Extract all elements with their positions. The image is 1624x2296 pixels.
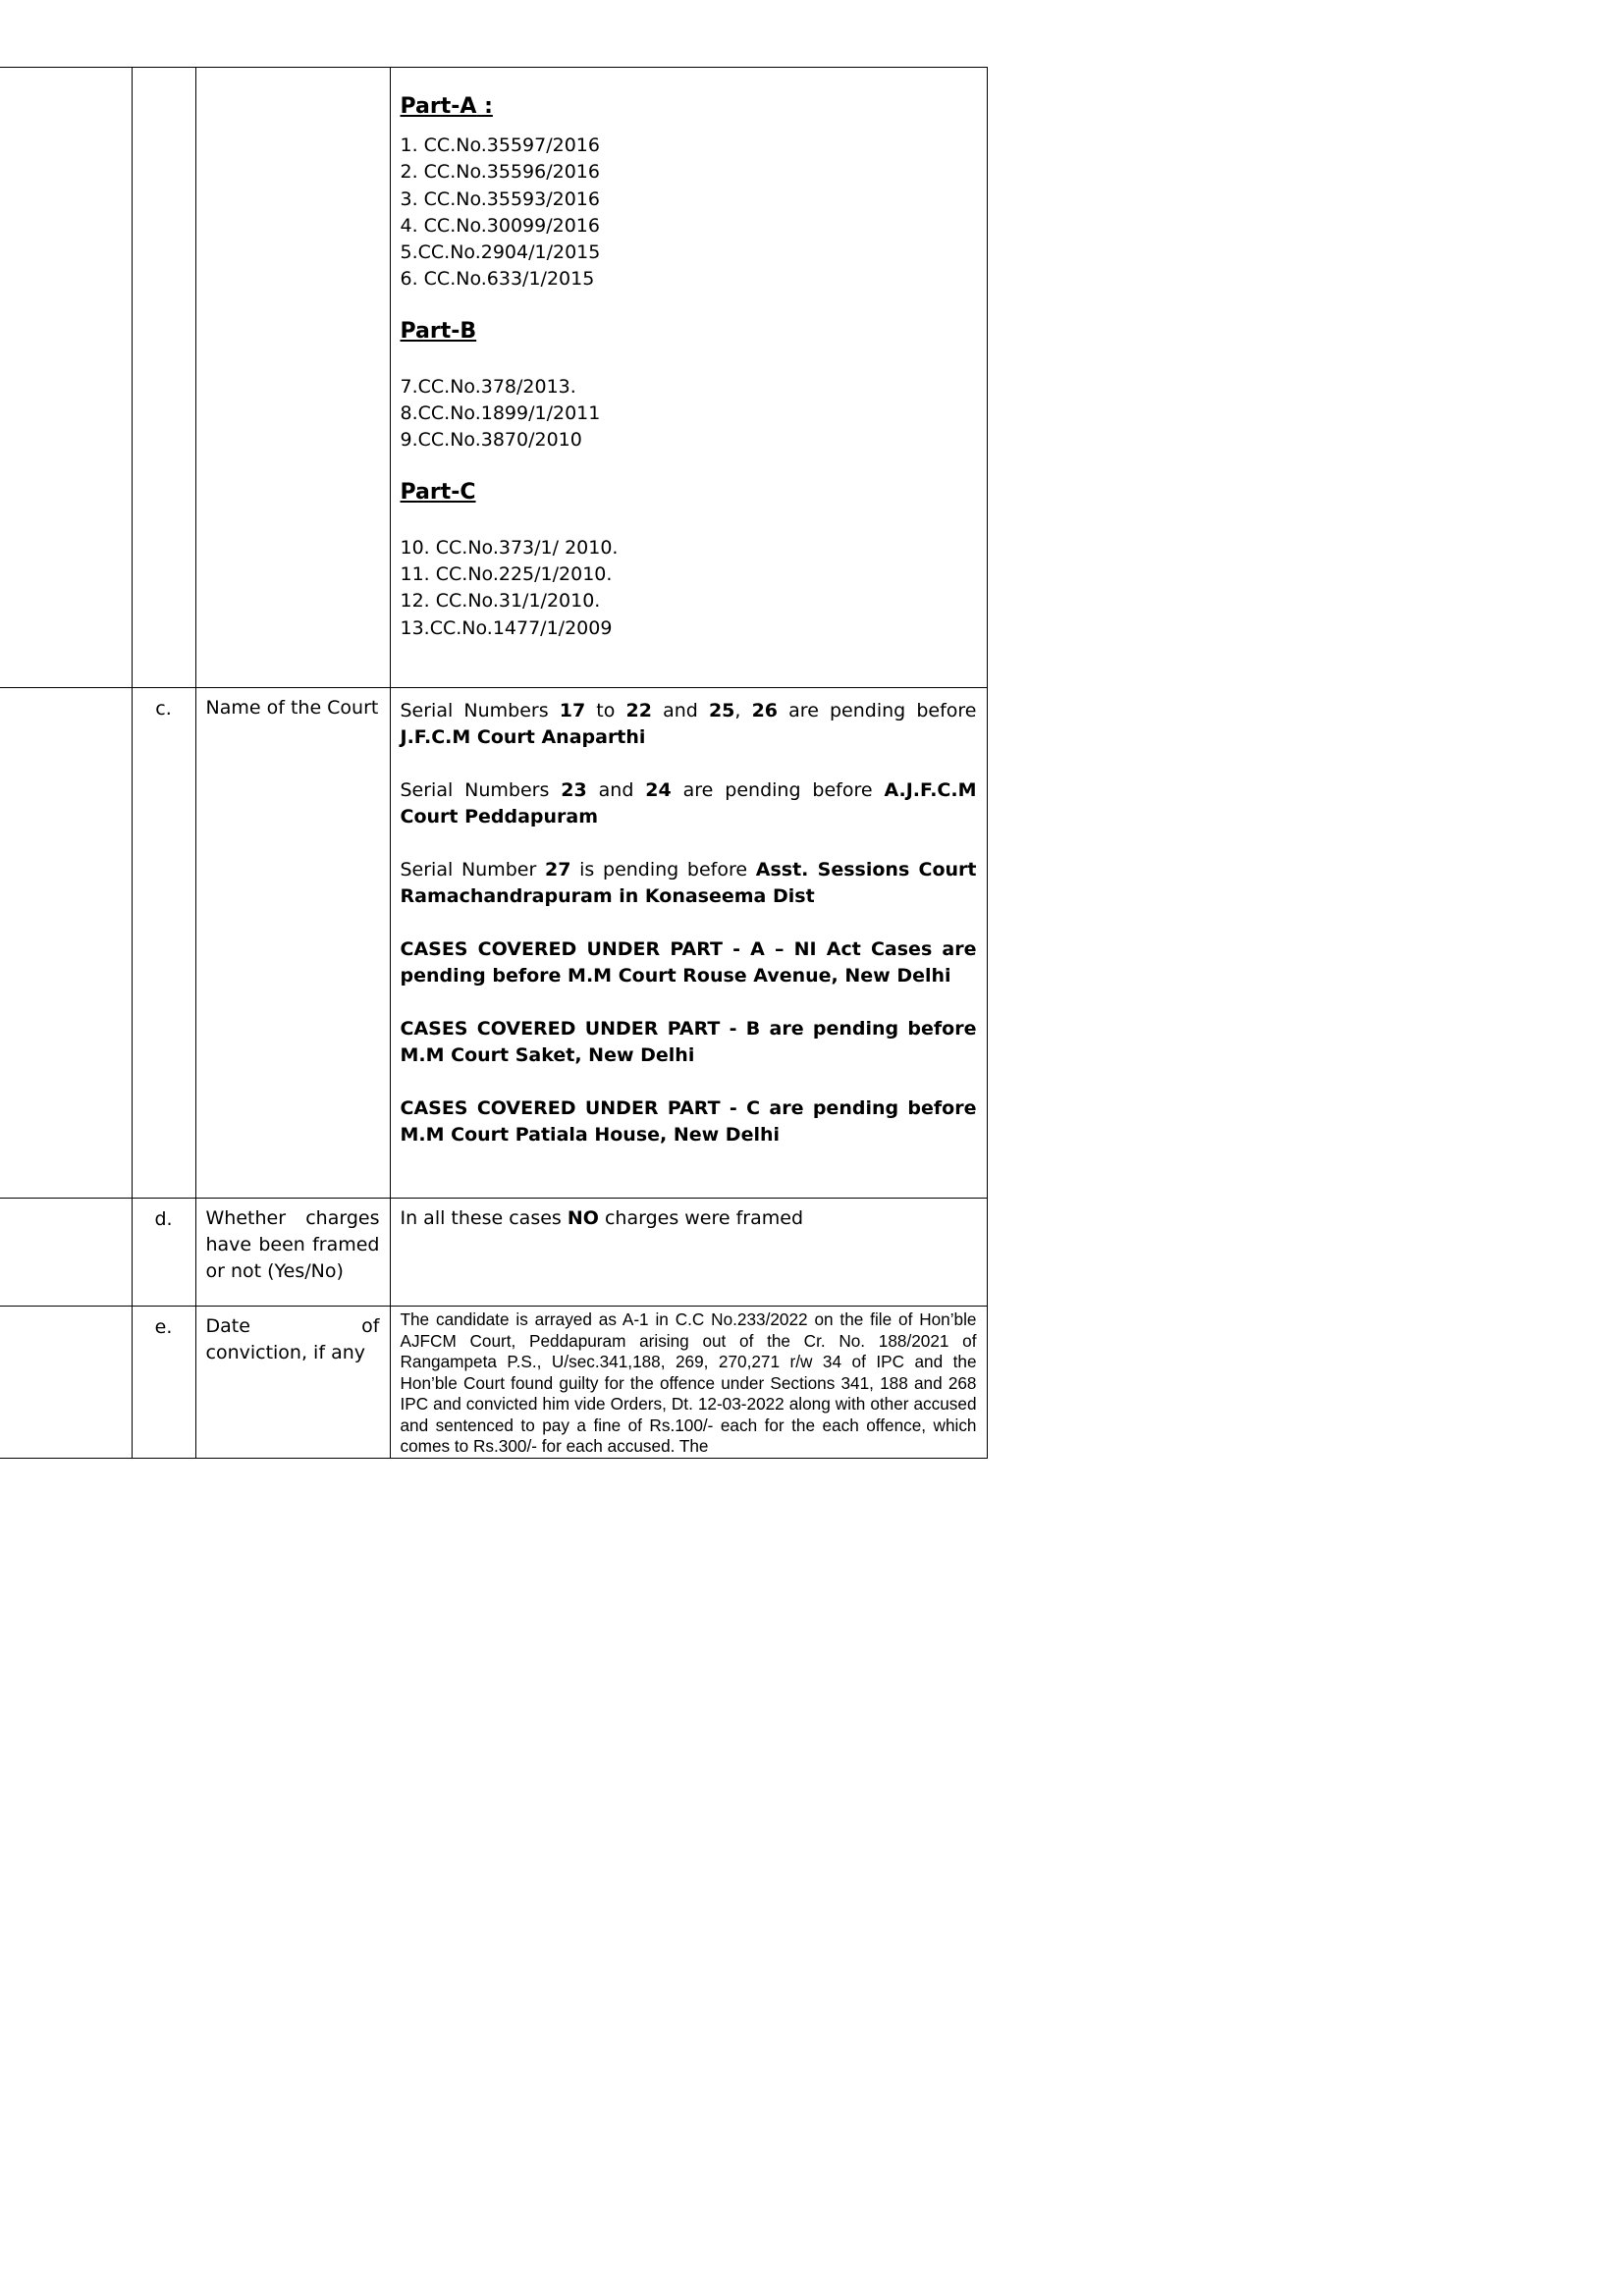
- table-row-case-list: [0, 68, 987, 688]
- court-paragraph-1: Serial Numbers 17 to 22 and 25, 26 are pending before J.F.C.M Court Anaparthi: [400, 700, 977, 748]
- list-item: 10. CC.No.373/1/ 2010.: [400, 536, 619, 559]
- list-item: 4. CC.No.30099/2016: [400, 214, 600, 237]
- list-item: 11. CC.No.225/1/2010.: [400, 562, 613, 585]
- part-b-heading: Part-B: [400, 318, 477, 344]
- part-c-heading: Part-C: [400, 479, 476, 505]
- table-row-conviction: [0, 1307, 987, 1459]
- list-item: 13.CC.No.1477/1/2009: [400, 616, 613, 639]
- field-label: Date of conviction, if any: [195, 1307, 390, 1459]
- court-paragraph-2: Serial Numbers 23 and 24 are pending before A.J.F.C.M Court Peddapuram: [400, 779, 977, 828]
- letter-cell: [132, 68, 195, 688]
- list-item: 1. CC.No.35597/2016: [400, 134, 600, 156]
- serial-cell: [0, 688, 132, 1199]
- row-letter: e.: [132, 1307, 195, 1459]
- field-label: Name of the Court: [195, 688, 390, 1199]
- part-a-case-list: [401, 133, 977, 294]
- part-a-heading: Part-A :: [400, 94, 493, 119]
- case-list-cell: [390, 68, 987, 688]
- court-name-cell: [390, 688, 987, 1199]
- row-letter: c.: [132, 688, 195, 1199]
- serial-cell: [0, 68, 132, 688]
- court-paragraph-3: Serial Number 27 is pending before Asst. Sessions Court Ramachandrapuram in Konaseema Dist: [400, 859, 977, 907]
- court-paragraph-6: CASES COVERED UNDER PART - C are pending before M.M Court Patiala House, New Delhi: [400, 1097, 977, 1146]
- charges-framed-cell: In all these cases NO charges were framed: [390, 1199, 987, 1307]
- table-row-court-name: [0, 688, 987, 1199]
- field-label: Whether charges have been framed or not (Yes/No): [195, 1199, 390, 1307]
- serial-cell: [0, 1307, 132, 1459]
- conviction-cell: [390, 1307, 987, 1459]
- serial-cell: [0, 1199, 132, 1307]
- list-item: 7.CC.No.378/2013.: [400, 375, 576, 398]
- list-item: 3. CC.No.35593/2016: [400, 187, 600, 210]
- list-item: 8.CC.No.1899/1/2011: [400, 402, 601, 425]
- list-item: 9.CC.No.3870/2010: [400, 429, 582, 452]
- conviction-details: The candidate is arrayed as A-1 in C.C No.233/2022 on the file of Hon’ble AJFCM Court, Peddapuram arising out of the Cr. No. 188/2021 of Rangampeta P.S., U/sec.341,188, 269, 270,271 r/w 34 of IPC and the Hon’ble Court found guilty for the offence under Sections 341, 188 and 268 IPC and convicted him vide Orders, Dt. 12-03-2022 along with other accused and sentenced to pay a fine of Rs.100/- each for the each offence, which comes to Rs.300/- for each accused. The: [400, 1309, 977, 1456]
- part-b-case-list: [401, 374, 977, 454]
- list-item: 5.CC.No.2904/1/2015: [400, 241, 601, 264]
- label-cell: [195, 68, 390, 688]
- court-paragraph-4: CASES COVERED UNDER PART - A – NI Act Cases are pending before M.M Court Rouse Avenue, New Delhi: [400, 938, 977, 987]
- nomination-details-table: [0, 67, 988, 1459]
- list-item: 6. CC.No.633/1/2015: [400, 268, 595, 291]
- list-item: 2. CC.No.35596/2016: [400, 161, 600, 184]
- table-row-charges-framed: [0, 1199, 987, 1307]
- row-letter: d.: [132, 1199, 195, 1307]
- list-item: 12. CC.No.31/1/2010.: [400, 590, 601, 613]
- court-paragraph-5: CASES COVERED UNDER PART - B are pending before M.M Court Saket, New Delhi: [400, 1018, 977, 1066]
- part-c-case-list: [401, 535, 977, 642]
